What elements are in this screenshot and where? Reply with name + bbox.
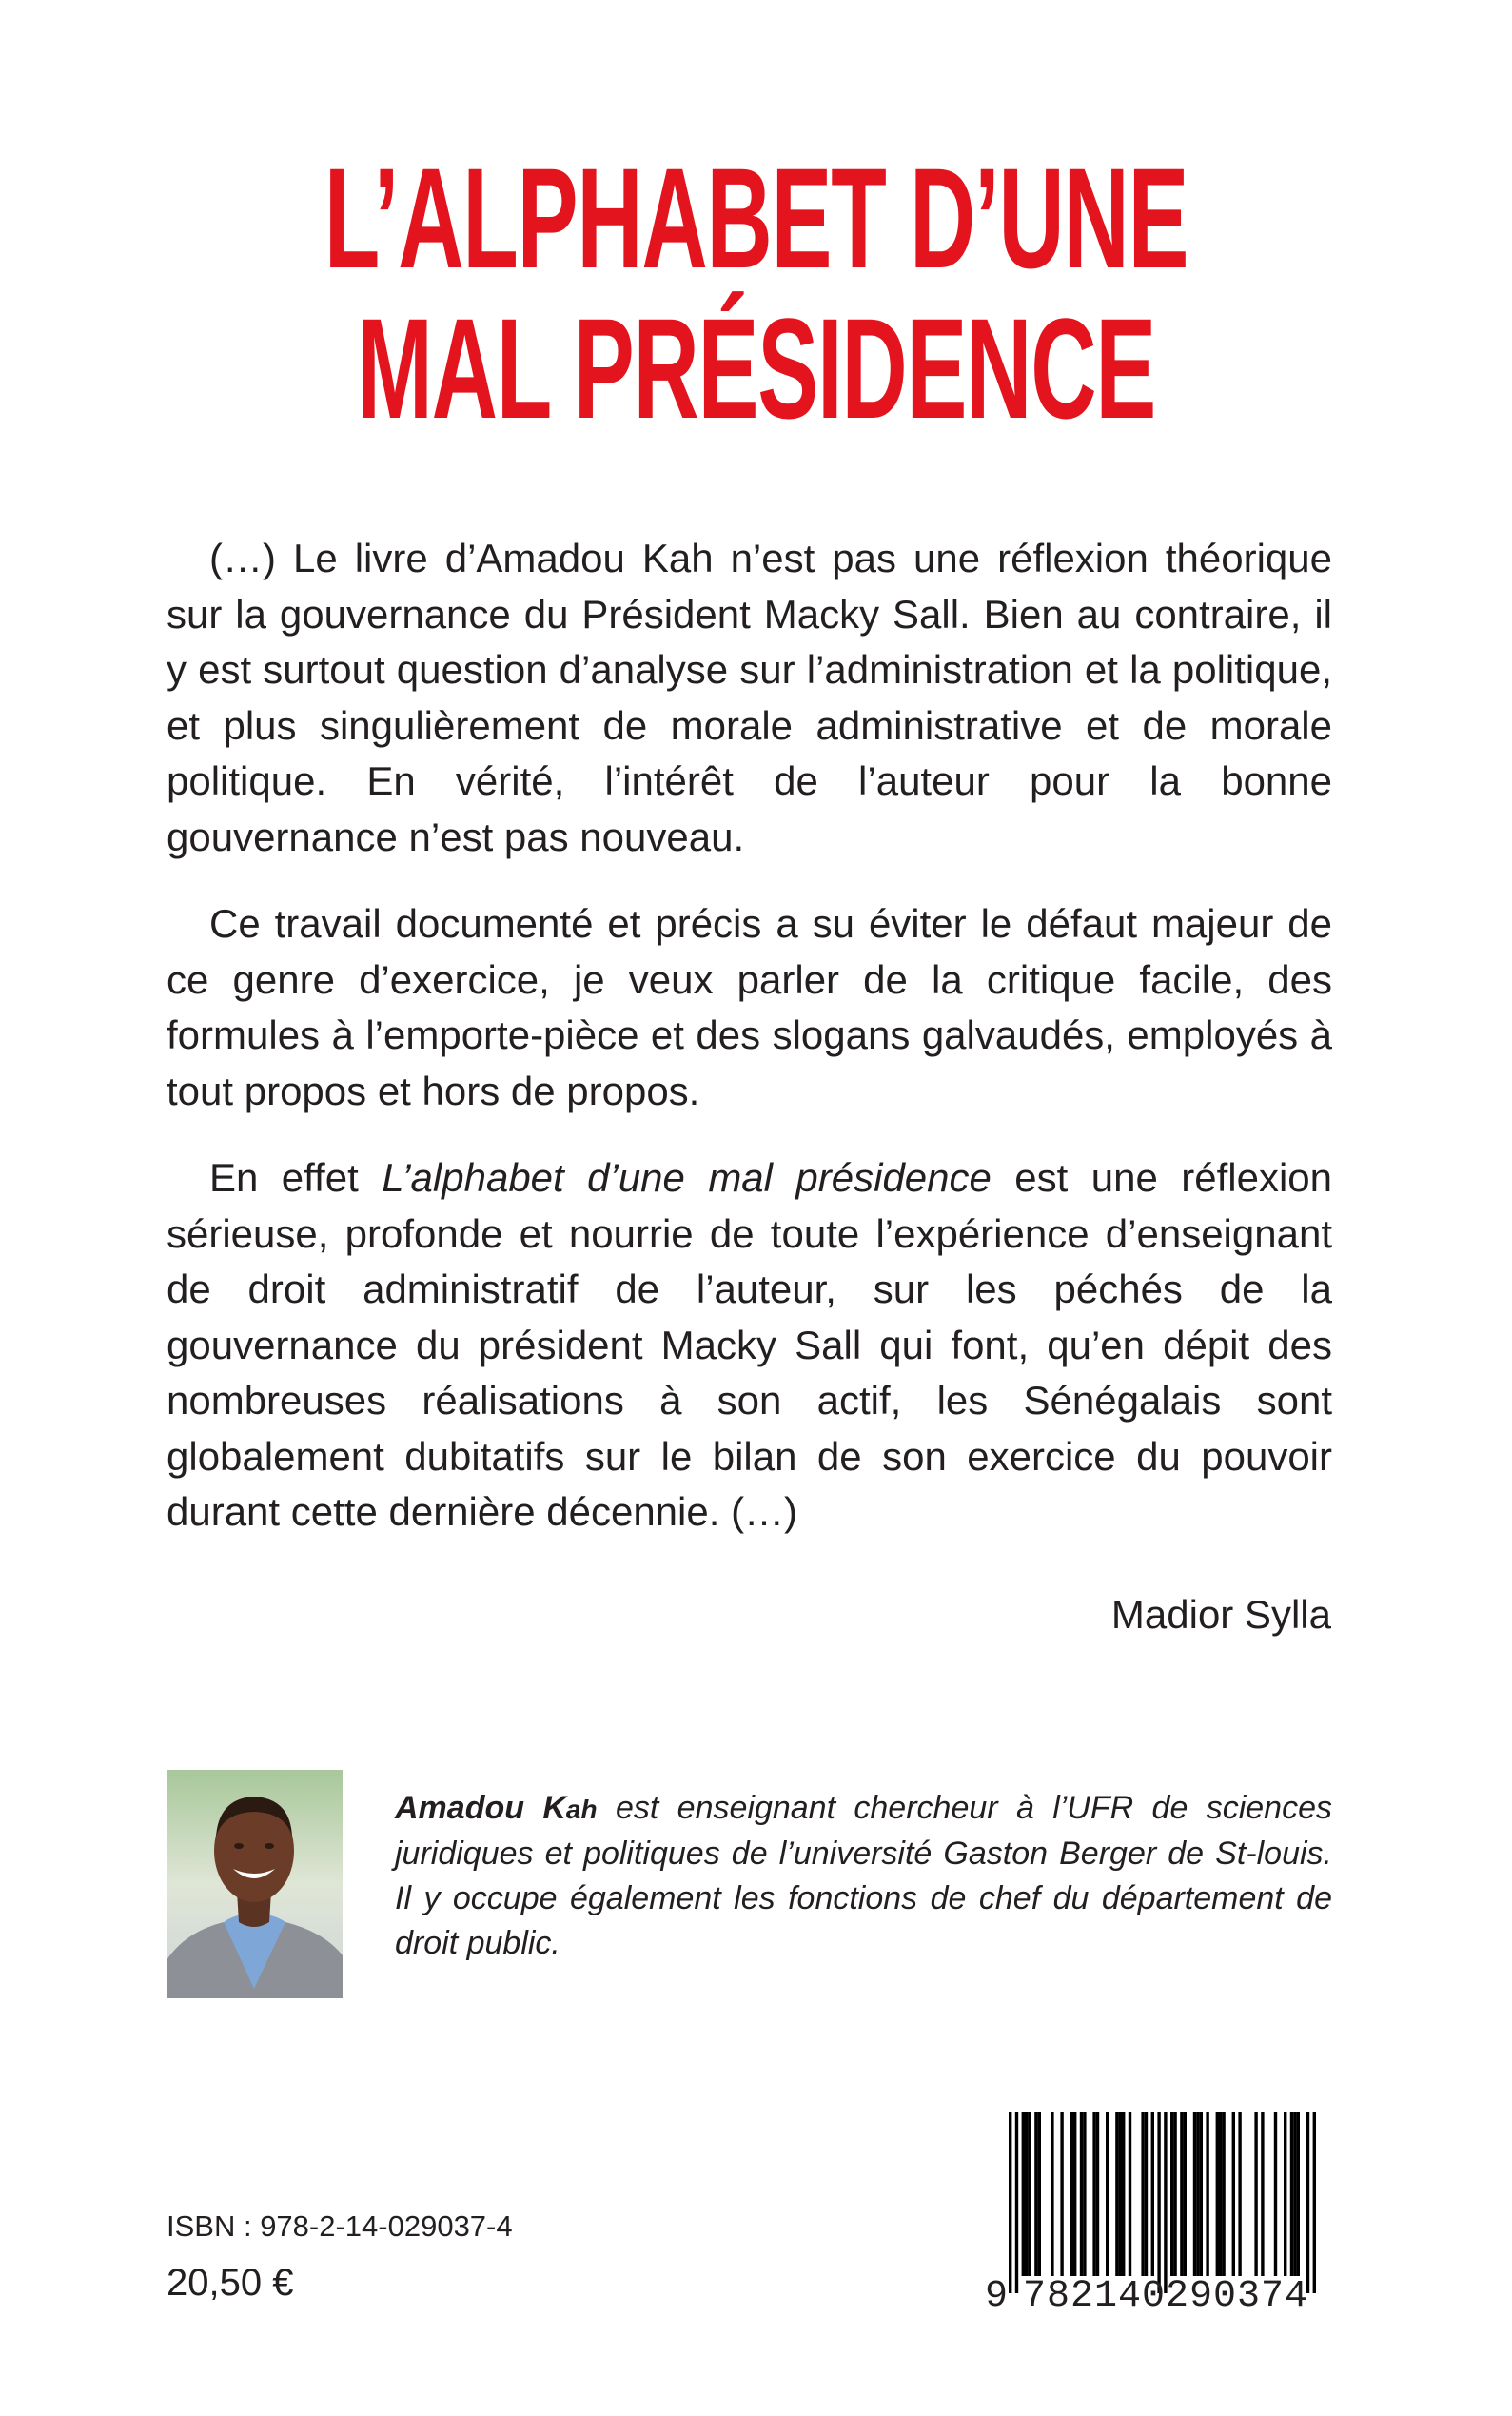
title-line-1: L’ALPHABET D’UNE — [324, 138, 1188, 298]
barcode-bar — [1119, 2112, 1122, 2276]
barcode-bar — [1232, 2112, 1235, 2276]
barcode-bar — [1106, 2112, 1109, 2276]
barcode-bar — [1122, 2112, 1125, 2276]
barcode-bars-icon — [975, 2112, 1335, 2293]
barcode-bar — [1009, 2112, 1011, 2293]
barcode-bar — [1060, 2112, 1063, 2276]
book-title-italic: L’alphabet d’une mal présidence — [382, 1155, 992, 1200]
barcode-bar — [1196, 2112, 1199, 2276]
barcode-bar — [1022, 2112, 1025, 2276]
barcode-bar — [1200, 2112, 1203, 2276]
back-cover-blurb — [167, 531, 1332, 1550]
book-title — [0, 138, 1512, 448]
barcode-bar — [1254, 2112, 1257, 2276]
barcode-bar — [1184, 2112, 1187, 2276]
blurb-paragraph-2: Ce travail documenté et précis a su éviter le défaut majeur de ce genre d’exercice, je veux parler de la critique facile, des formules à l’emporte-pièce et des slogans galvaudés, employés à tout propos et hors de propos. — [167, 901, 1332, 1113]
blurb-paragraph-3 — [167, 1150, 1332, 1541]
author-bio-text: est enseignant chercheur à l’UFR de sciences juridiques et politiques de l’université Gaston Berger de St-louis. Il y occupe également les fonctions de chef du département de droit public. — [395, 1790, 1332, 1961]
blurb-p3-end: est une réflexion sérieuse, profonde et nourrie de toute l’expérience d’enseignant de droit administratif de l’auteur, sur les péchés de la gouvernance du président Macky Sall qui font, qu’en dépit des nombreuses réalisations à son actif, les Sénégalais sont globalement dubitatifs sur le bilan de son exercice du pouvoir durant cette dernière décennie. (…) — [167, 1155, 1332, 1534]
barcode-bar — [1222, 2112, 1225, 2276]
barcode-bar — [1170, 2112, 1173, 2276]
author-last-initial: K — [542, 1790, 566, 1826]
barcode-bar — [1238, 2112, 1241, 2276]
barcode-bar — [1025, 2112, 1028, 2276]
barcode-bar — [1141, 2112, 1144, 2276]
blurb-paragraph-1: (…) Le livre d’Amadou Kah n’est pas une réflexion théorique sur la gouvernance du Président Macky Sall. Bien au contraire, il y est surtout question d’analyse sur l’administration et la politique, et plus singulièrement de morale administrative et de morale politique. En vérité, l’intérêt de l’auteur pour la bonne gouvernance n’est pas nouveau. — [167, 536, 1332, 859]
barcode-bar — [1028, 2112, 1031, 2276]
barcode-bar — [1290, 2112, 1293, 2276]
barcode-first-digit: 9 — [985, 2275, 1009, 2318]
barcode-bar — [1193, 2112, 1196, 2276]
barcode-bar — [1206, 2112, 1208, 2276]
isbn: ISBN : 978-2-14-029037-4 — [167, 2210, 513, 2243]
barcode-bar — [1083, 2112, 1086, 2276]
barcode-bar — [1180, 2112, 1183, 2276]
barcode-bar — [1034, 2112, 1037, 2276]
barcode-bar — [1164, 2112, 1167, 2293]
barcode-bar — [1129, 2112, 1131, 2276]
author-last-rest: ah — [565, 1795, 598, 1824]
barcode-bar — [1306, 2112, 1309, 2293]
barcode-bar — [1219, 2112, 1222, 2276]
author-first-name: Amadou — [395, 1790, 524, 1826]
price: 20,50 € — [167, 2262, 294, 2304]
barcode-bar — [1073, 2112, 1076, 2276]
barcode-group-1: 782140 — [1023, 2275, 1167, 2318]
barcode-bar — [1051, 2112, 1053, 2276]
blurb-p3-start: En effet — [209, 1155, 383, 1200]
quote-signature: Madior Sylla — [1110, 1592, 1331, 1637]
barcode-bar — [1293, 2112, 1296, 2276]
barcode-bar — [1313, 2112, 1316, 2293]
barcode-bar — [1261, 2112, 1264, 2276]
author-portrait-icon — [167, 1770, 343, 1998]
barcode-bar — [1080, 2112, 1083, 2276]
barcode-number — [975, 2274, 1335, 2320]
barcode-bar — [1297, 2112, 1300, 2276]
barcode-bar — [1157, 2112, 1160, 2293]
barcode-bar — [1070, 2112, 1073, 2276]
barcode-bar — [1274, 2112, 1277, 2276]
title-line-2: MAL PRÉSIDENCE — [356, 288, 1156, 448]
barcode-bar — [1284, 2112, 1286, 2276]
barcode-bar — [1115, 2112, 1118, 2276]
author-name — [395, 1790, 598, 1826]
barcode-bar — [1145, 2112, 1148, 2276]
author-photo — [167, 1770, 343, 1998]
barcode-group-2: 290374 — [1166, 2275, 1309, 2318]
barcode-bar — [1173, 2112, 1176, 2276]
barcode — [975, 2112, 1335, 2320]
barcode-bar — [1216, 2112, 1219, 2276]
barcode-bar — [1092, 2112, 1095, 2276]
author-bio — [395, 1786, 1332, 1966]
barcode-bar — [1151, 2112, 1154, 2276]
barcode-bar — [1096, 2112, 1099, 2276]
barcode-bar — [1038, 2112, 1041, 2276]
barcode-bar — [1015, 2112, 1018, 2293]
